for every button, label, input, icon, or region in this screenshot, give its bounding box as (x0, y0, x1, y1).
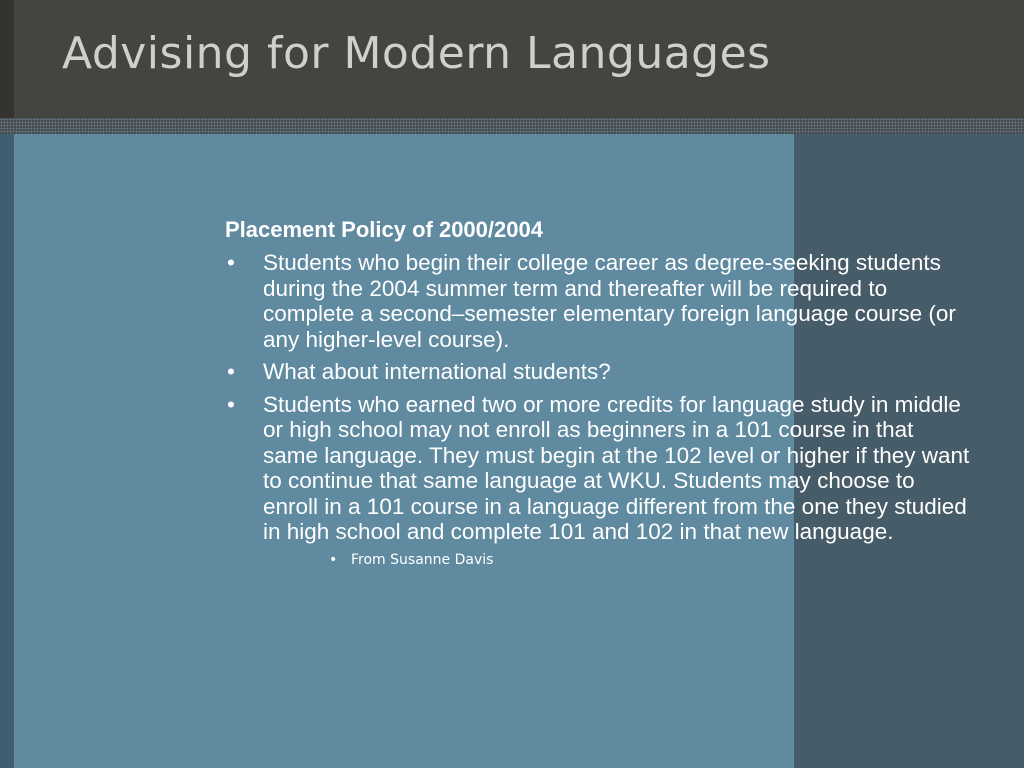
attribution-text: From Susanne Davis (351, 551, 494, 568)
left-edge-strip (0, 134, 14, 768)
bullet-icon: • (227, 359, 235, 384)
bullet-text: What about international students? (263, 359, 611, 384)
bullet-item (225, 392, 970, 545)
slide-title: Advising for Modern Languages (62, 28, 771, 79)
section-heading: Placement Policy of 2000/2004 (225, 217, 543, 242)
sub-bullet-icon: • (329, 551, 338, 568)
title-left-strip (0, 0, 14, 118)
bullet-icon: • (227, 391, 235, 417)
bullet-list (225, 250, 970, 545)
bullet-item (225, 250, 970, 352)
dotted-divider-band (0, 118, 1024, 134)
bullet-text: Students who begin their college career as degree-seeking students during the 2004 summer term and thereafter will be required to complete a second–semester elementary foreign language course (or any higher-level course). (263, 250, 956, 352)
bullet-icon: • (227, 250, 235, 275)
slide-body (225, 214, 970, 570)
attribution (225, 550, 970, 570)
bullet-item (225, 359, 970, 385)
title-band (0, 0, 1024, 118)
bullet-text: Students who earned two or more credits for language study in middle or high school may not enroll as beginners in a 101 course in that same language. They must begin at the 102 level or higher if they want to continue that same language at WKU. Students may choose to enroll in a 101 course in a language different from the one they studied in high school and complete 101 and 102 in that new language. (263, 391, 970, 544)
